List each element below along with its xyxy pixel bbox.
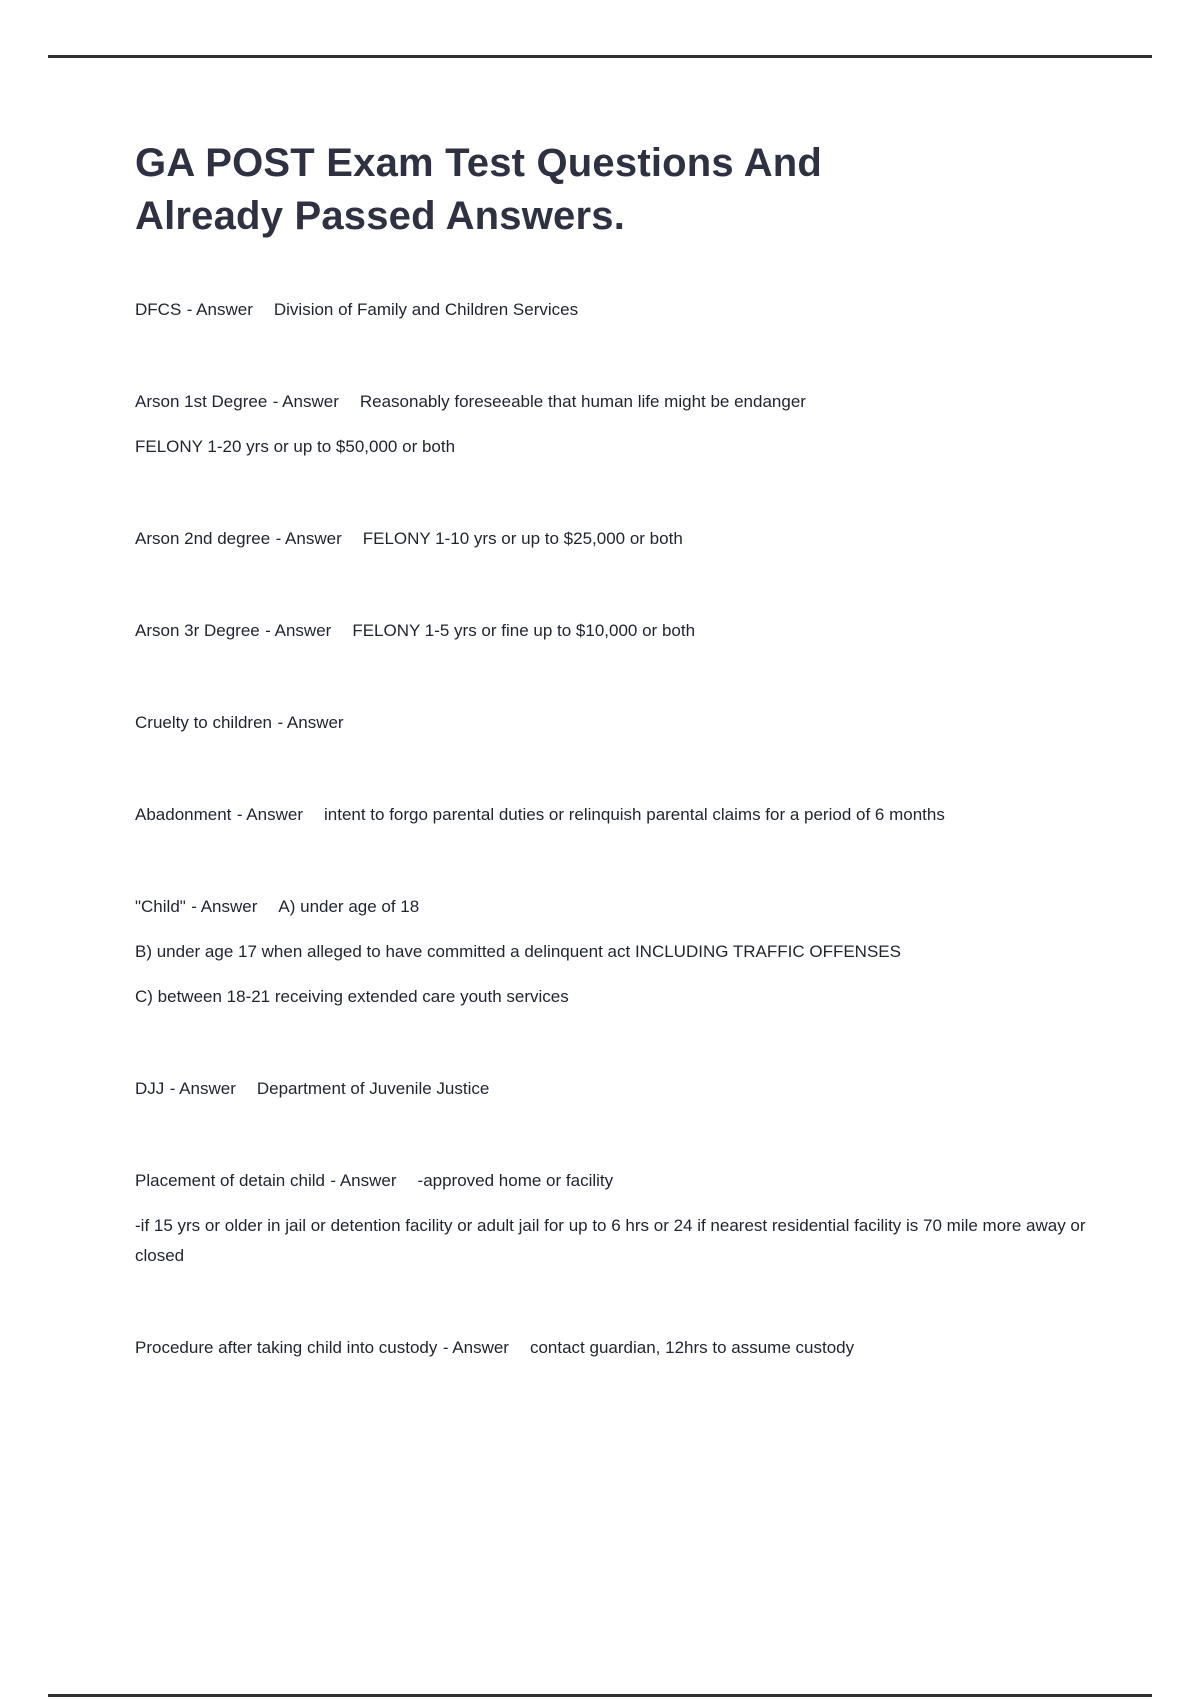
answer-label: - Answer <box>191 897 258 916</box>
answer-label: - Answer <box>275 529 342 548</box>
answer-label: - Answer <box>442 1338 509 1357</box>
qa-line <box>135 892 1115 922</box>
qa-block <box>135 616 1115 646</box>
question-text: Arson 1st Degree <box>135 392 268 411</box>
page-title-line-2: Already Passed Answers. <box>135 194 626 238</box>
answer-label: - Answer <box>265 621 332 640</box>
question-text: DFCS <box>135 300 182 319</box>
qa-line <box>135 616 1115 646</box>
question-text: Arson 2nd degree <box>135 529 271 548</box>
bottom-horizontal-rule <box>48 1694 1152 1697</box>
answer-label: - Answer <box>186 300 253 319</box>
answer-continuation: -if 15 yrs or older in jail or detention facility or adult jail for up to 6 hrs or 24 if nearest residential facility is 70 mile more away or closed <box>135 1216 1086 1265</box>
question-text: "Child" <box>135 897 186 916</box>
answer-label: - Answer <box>330 1171 397 1190</box>
qa-block <box>135 1333 1115 1363</box>
qa-block <box>135 892 1115 1012</box>
answer-text: FELONY 1-10 yrs or up to $25,000 or both <box>362 529 683 548</box>
qa-block <box>135 295 1115 325</box>
answer-text: Department of Juvenile Justice <box>256 1079 490 1098</box>
answer-label: - Answer <box>277 713 344 732</box>
qa-line <box>135 387 1115 417</box>
question-text: DJJ <box>135 1079 165 1098</box>
answer-label: - Answer <box>236 805 303 824</box>
top-horizontal-rule <box>48 55 1152 58</box>
qa-block <box>135 524 1115 554</box>
answer-text: Reasonably foreseeable that human life might be endanger <box>359 392 806 411</box>
qa-line <box>135 524 1115 554</box>
qa-block <box>135 1166 1115 1271</box>
question-text: Arson 3r Degree <box>135 621 260 640</box>
qa-block <box>135 708 1115 738</box>
answer-text: Division of Family and Children Services <box>273 300 579 319</box>
document-content <box>135 137 1115 1363</box>
page-title <box>135 137 1115 243</box>
qa-line <box>135 1074 1115 1104</box>
question-text: Placement of detain child <box>135 1171 325 1190</box>
qa-block <box>135 800 1115 830</box>
answer-continuation: FELONY 1-20 yrs or up to $50,000 or both <box>135 437 456 456</box>
answer-text: contact guardian, 12hrs to assume custody <box>529 1338 855 1357</box>
question-text: Cruelty to children <box>135 713 273 732</box>
page-title-line-1: GA POST Exam Test Questions And <box>135 141 823 185</box>
answer-text: A) under age of 18 <box>278 897 420 916</box>
qa-block <box>135 387 1115 462</box>
qa-line <box>135 800 1115 830</box>
qa-block <box>135 1074 1115 1104</box>
qa-line <box>135 1166 1115 1196</box>
qa-line <box>135 1333 1115 1363</box>
answer-text: intent to forgo parental duties or relinquish parental claims for a period of 6 months <box>323 805 945 824</box>
answer-text: FELONY 1-5 yrs or fine up to $10,000 or both <box>352 621 696 640</box>
answer-label: - Answer <box>272 392 339 411</box>
answer-text: -approved home or facility <box>417 1171 614 1190</box>
answer-continuation: C) between 18-21 receiving extended care youth services <box>135 987 569 1006</box>
answer-label: - Answer <box>169 1079 236 1098</box>
question-text: Abadonment <box>135 805 232 824</box>
question-text: Procedure after taking child into custody <box>135 1338 438 1357</box>
answer-continuation: B) under age 17 when alleged to have committed a delinquent act INCLUDING TRAFFIC OFFENSES <box>135 942 901 961</box>
qa-line <box>135 708 1115 738</box>
qa-line <box>135 295 1115 325</box>
